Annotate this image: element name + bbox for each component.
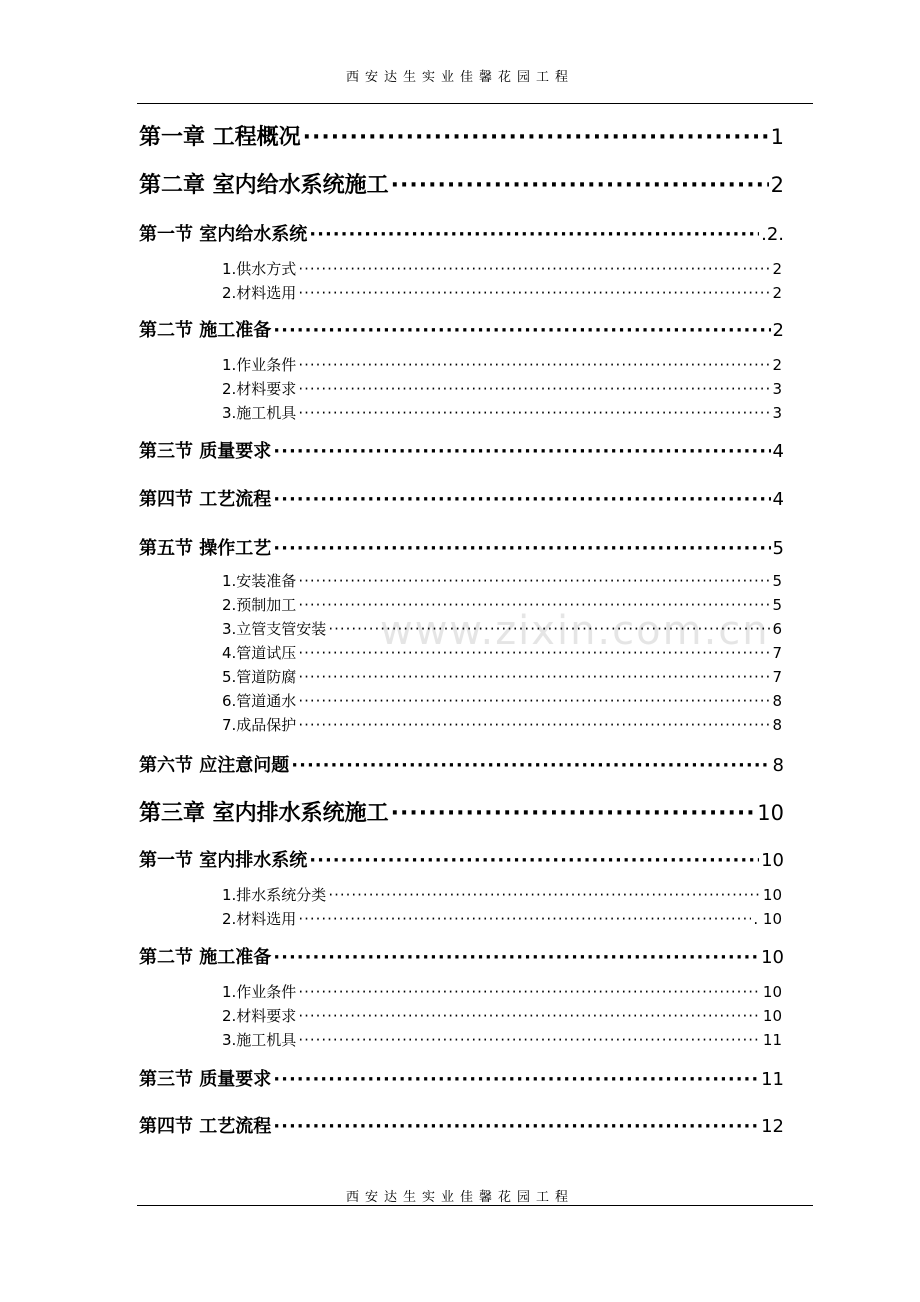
toc-section[interactable] (139, 943, 784, 969)
toc-item[interactable] (222, 884, 782, 906)
toc-label: 第一章 工程概况 (139, 125, 301, 150)
toc-label: 第一节 室内排水系统 (139, 850, 308, 871)
toc-leader (298, 910, 751, 928)
toc-page-number: 2 (772, 356, 782, 374)
toc-item[interactable] (222, 714, 782, 736)
footer-rule (137, 1205, 813, 1206)
toc-item[interactable] (222, 690, 782, 712)
toc-item[interactable] (222, 908, 782, 930)
toc-page-number: 12 (761, 1116, 784, 1137)
toc-label: 第四节 工艺流程 (139, 489, 272, 510)
toc-label: 1.作业条件 (222, 356, 297, 374)
toc-leader (298, 572, 770, 590)
toc-page-number: 10 (762, 983, 782, 1001)
toc-section[interactable] (139, 1065, 784, 1091)
toc-item[interactable] (222, 594, 782, 616)
toc-item[interactable] (222, 666, 782, 688)
toc-leader (298, 260, 770, 278)
toc-page-number: 11 (762, 1031, 782, 1049)
toc-item[interactable] (222, 618, 782, 640)
toc-leader (303, 125, 769, 150)
toc-label: 2.材料要求 (222, 380, 297, 398)
toc-page-number: 3 (772, 380, 782, 398)
toc-label: 5.管道防腐 (222, 668, 297, 686)
toc-leader (273, 489, 770, 510)
toc-leader (298, 644, 770, 662)
toc-page-number: 8 (772, 692, 782, 710)
toc-leader (298, 1007, 761, 1025)
toc-page-number: 5 (772, 596, 782, 614)
toc-leader (298, 404, 770, 422)
toc-page-number: 10 (762, 1007, 782, 1025)
toc-label: 第四节 工艺流程 (139, 1116, 272, 1137)
toc-item[interactable] (222, 642, 782, 664)
toc-leader (298, 668, 770, 686)
toc-page-number: 4 (772, 489, 784, 510)
toc-page-number: 2 (772, 284, 782, 302)
toc-leader (309, 224, 759, 245)
toc-leader (298, 356, 770, 374)
toc-leader (273, 947, 759, 968)
toc-label: 2.预制加工 (222, 596, 297, 614)
toc-item[interactable] (222, 570, 782, 592)
toc-page-number: 6 (772, 620, 782, 638)
toc-label: 3.施工机具 (222, 404, 297, 422)
toc-label: 1.作业条件 (222, 983, 297, 1001)
header-rule (137, 103, 813, 104)
toc-label: 第六节 应注意问题 (139, 755, 290, 776)
toc-label: 1.安装准备 (222, 572, 297, 590)
toc-page-number: . 10 (753, 910, 782, 928)
toc-page-number: 7 (772, 644, 782, 662)
toc-label: 第三章 室内排水系统施工 (139, 801, 389, 826)
toc-chapter[interactable] (139, 120, 784, 150)
toc-section[interactable] (139, 437, 784, 463)
toc-label: 第二节 施工准备 (139, 947, 272, 968)
toc-page-number: 1 (770, 125, 784, 149)
toc-label: 第三节 质量要求 (139, 1069, 272, 1090)
toc-item[interactable] (222, 981, 782, 1003)
running-header: 西安达生实业佳馨花园工程 (345, 70, 574, 85)
toc-page-number: 5 (772, 538, 784, 559)
toc-label: 第五节 操作工艺 (139, 538, 272, 559)
toc-label: 3.立管支管安装 (222, 620, 327, 638)
toc-leader (391, 173, 769, 198)
toc-page-number: 8 (772, 755, 784, 776)
toc-page-number: 2 (770, 173, 784, 197)
toc-leader (273, 441, 770, 462)
toc-label: 4.管道试压 (222, 644, 297, 662)
toc-item[interactable] (222, 1029, 782, 1051)
toc-leader (298, 596, 770, 614)
toc-page-number: 3 (772, 404, 782, 422)
toc-page-number: 2 (772, 320, 784, 341)
toc-label: 第二章 室内给水系统施工 (139, 173, 389, 198)
toc-label: 7.成品保护 (222, 716, 297, 734)
toc-item[interactable] (222, 378, 782, 400)
toc-label: 6.管道通水 (222, 692, 297, 710)
toc-chapter[interactable] (139, 168, 784, 198)
toc-page-number: 4 (772, 441, 784, 462)
toc-section[interactable] (139, 220, 784, 246)
toc-label: 2.材料要求 (222, 1007, 297, 1025)
toc-leader (273, 1116, 759, 1137)
toc-leader (298, 284, 770, 302)
toc-label: 第一节 室内给水系统 (139, 224, 308, 245)
toc-section[interactable] (139, 846, 784, 872)
toc-label: 1.排水系统分类 (222, 886, 327, 904)
toc-section[interactable] (139, 751, 784, 777)
toc-item[interactable] (222, 282, 782, 304)
toc-label: 第二节 施工准备 (139, 320, 272, 341)
toc-leader (273, 1069, 759, 1090)
toc-leader (298, 692, 770, 710)
toc-leader (298, 1031, 761, 1049)
toc-leader (391, 801, 756, 826)
toc-label: 3.施工机具 (222, 1031, 297, 1049)
toc-page-number: 8 (772, 716, 782, 734)
toc-leader (309, 850, 759, 871)
toc-label: 2.材料选用 (222, 284, 297, 302)
toc-page-number: 2 (772, 260, 782, 278)
toc-page-number: 7 (772, 668, 782, 686)
toc-page-number: 5 (772, 572, 782, 590)
toc-section[interactable] (139, 485, 784, 511)
toc-label: 第三节 质量要求 (139, 441, 272, 462)
toc-leader (298, 380, 770, 398)
toc-leader (291, 755, 770, 776)
toc-section[interactable] (139, 316, 784, 342)
toc-leader (298, 983, 761, 1001)
toc-item[interactable] (222, 1005, 782, 1027)
toc-label: 2.材料选用 (222, 910, 297, 928)
toc-label: 1.供水方式 (222, 260, 297, 278)
toc-page-number: .2. (761, 224, 784, 245)
toc-section[interactable] (139, 1112, 784, 1138)
toc-page-number: 10 (757, 801, 784, 825)
toc-leader (273, 320, 770, 341)
running-footer: 西安达生实业佳馨花园工程 (345, 1190, 574, 1205)
toc-leader (273, 538, 770, 559)
toc-page-number: 10 (761, 850, 784, 871)
toc-page-number: 11 (761, 1069, 784, 1090)
toc-leader (298, 716, 770, 734)
toc-page-number: 10 (762, 886, 782, 904)
toc-item[interactable] (222, 354, 782, 376)
toc-leader (328, 886, 761, 904)
toc-item[interactable] (222, 258, 782, 280)
toc-leader (328, 620, 770, 638)
watermark: www.zixin.com.cn (380, 608, 770, 654)
toc-section[interactable] (139, 534, 784, 560)
toc-chapter[interactable] (139, 796, 784, 826)
toc-item[interactable] (222, 402, 782, 424)
toc-page-number: 10 (761, 947, 784, 968)
